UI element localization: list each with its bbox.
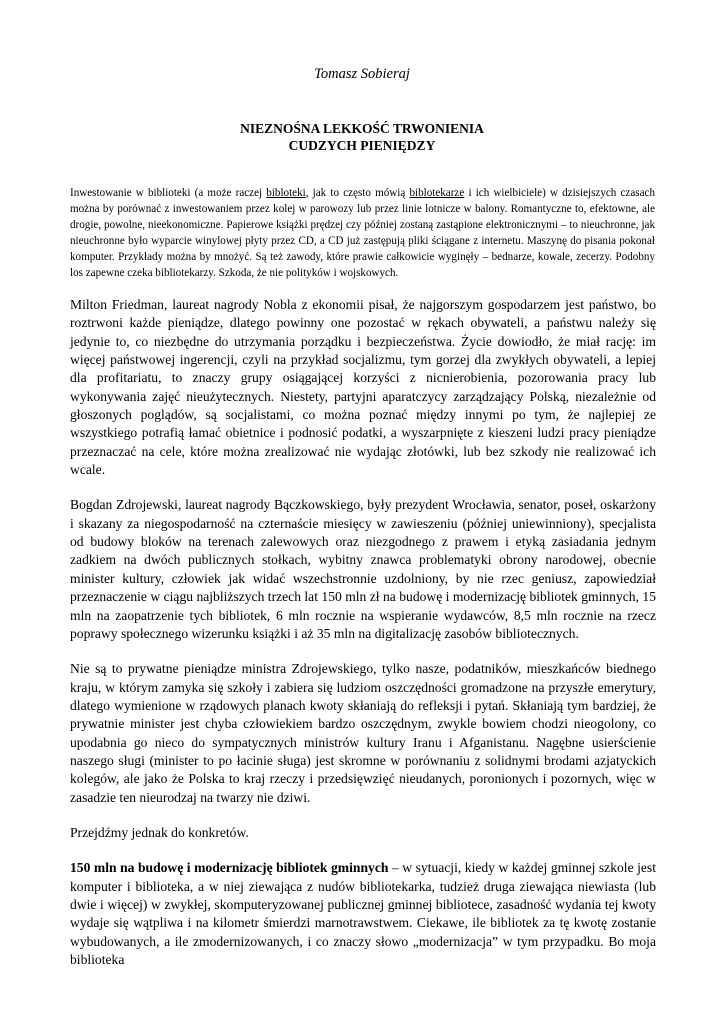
paragraph-lead-bold: 150 mln na budowę i modernizację bibliotek gminnych — [70, 860, 389, 876]
title-line-1: NIEZNOŚNA LEKKOŚĆ TRWONIENIA — [240, 121, 484, 136]
author-name: Tomasz Sobieraj — [314, 66, 410, 82]
abstract-text-2: , jak to często mówią — [305, 187, 410, 199]
abstract-underlined-word-2: biblotekarze — [409, 187, 465, 199]
paragraph-konkrety: Przejdźmy jednak do konkretów. — [70, 824, 249, 840]
article-body — [70, 296, 656, 986]
paragraph-lead-rest: – w sytuacji, kiedy w każdej gminnej szkole jest komputer i biblioteka, a w niej ziewająca z nudów bibliotekarka, tudzież druga ziewająca niewiasta (lub dwie i więcej) w zwykłej, skomputeryzowanej publicznej gminnej bibliotece, zasadność wydania tej kwoty wydaje się wątpliwa i na kilometr śmierdzi marnotrawstwem. Ciekawe, ile bibliotek za tę kwotę zostanie wybudowanych, a ile zmodernizowanych, i co znaczy słowo „modernizacja” w tym przypadku. Bo moja biblioteka — [70, 860, 657, 967]
paragraph-zdrojewski: Bogdan Zdrojewski, laureat nagrody Bączkowskiego, były prezydent Wrocławia, senator, poseł, oskarżony i skazany za niegospodarność na czternaście miesięcy w zawieszeniu (później uniewinniony), specjalista od budowy bloków na terenach zalewowych oraz niezgodnego z prawem i etyką zasiadania jednym zadkiem na dwóch publicznych stołkach, wybitny znawca problematyki obrony narodowej, obecnie minister kultury, człowiek jak widać wszechstronnie uzdolniony, by nie rzec geniusz, zapowiedział przeznaczenie w ciągu najbliższych trzech lat 150 mln zł na budowę i modernizację bibliotek gminnych, 15 mln na zaopatrzenie tych bibliotek, 6 mln rocznie na wspieranie wydawców, 8,5 mln rocznie na rzecz poprawy społecznego wizerunku książki i aż 35 mln na digitalizację zasobów bibliotecznych. — [70, 497, 656, 641]
abstract-text-1: Inwestowanie w biblioteki (a może raczej — [70, 187, 267, 199]
paragraph-podatnicy: Nie są to prywatne pieniądze ministra Zdrojewskiego, tylko nasze, podatników, mieszkańców biednego kraju, w którym zamyka się szkoły i zabiera się ludziom oszczędności gromadzone na przyszłe emerytury, dlatego wymienione w rządowych planach kwoty skłaniają do refleksji i pytań. Skłaniają tym bardziej, że prywatnie minister jest chyba człowiekiem bardzo oszczędnym, zwykle bowiem chodzi nieogolony, co upodabnia go nieco do sympatycznych ministrów kultury Iranu i Afganistanu. Nagębne usierścienie naszego sługi (minister to po łacinie sługa) jest skromne w porównaniu z solidnymi brodami azjatyckich kolegów, ale jako że Polska to kraj rzeczy i przedsięwzięć nieudanych, poronionych i pozornych, więc w zasadzie ten nieurodzaj na twarzy nie dziwi. — [70, 661, 656, 805]
abstract-paragraph — [70, 185, 655, 281]
article-title — [0, 120, 724, 154]
abstract-underlined-word-1: bibloteki — [266, 187, 306, 199]
paragraph-friedman: Milton Friedman, laureat nagrody Nobla z ekonomii pisał, że najgorszym gospodarzem jest państwo, bo roztrwoni każde pieniądze, dlatego powinny one pozostać w rękach obywateli, a państwu należy się jedynie to, co niezbędne do utrzymania porządku i bezpieczeństwa. Życie dowiodło, że miał rację: im więcej państwowej ingerencji, czyli na przykład socjalizmu, tym gorzej dla zwykłych obywateli, a lepiej dla profitariatu, to znaczy grupy osiągającej korzyści z nicnierobienia, pozorowania pracy lub wykonywania zajęć nieużytecznych. Niestety, partyjni aparatczycy zarządzający Polską, niezależnie od głoszonych poglądów, są socjalistami, co można poznać między innymi po tym, że najlepiej ze wszystkiego potrafią łamać obietnice i podnosić podatki, a wyszarpnięte z kieszeni ludzi pracy pieniądze przeznaczać na cele, które można zrealizować nie wydając złotówki, lub bez szkody nie realizować ich wcale. — [70, 297, 656, 478]
abstract-text-3: i ich wielbiciele) w dzisiejszych czasach można by porównać z inwestowaniem przez kolej w parowozy lub przez linie lotnicze w balony. Romantyczne to, efektowne, ale drogie, powolne, nieekonomiczne. Papierowe książki prędzej czy później zostaną zastąpione elektronicznymi – to nieuchronne, jak nieuchronne było wyparcie winylowej płyty przez CD, a CD już zastępują pliki ściągane z internetu. Maszynę do pisania pokonał komputer. Przykłady można by mnożyć. Są też zawody, które prawie całkowicie wyginęły – bednarze, kowale, zecerzy. Podobny los zapewne czeka bibliotekarzy. Szkoda, że nie polityków i wojskowych. — [70, 187, 655, 279]
title-line-2: CUDZYCH PIENIĘDZY — [288, 138, 436, 153]
paragraph-budowa-bibliotek — [70, 859, 656, 969]
